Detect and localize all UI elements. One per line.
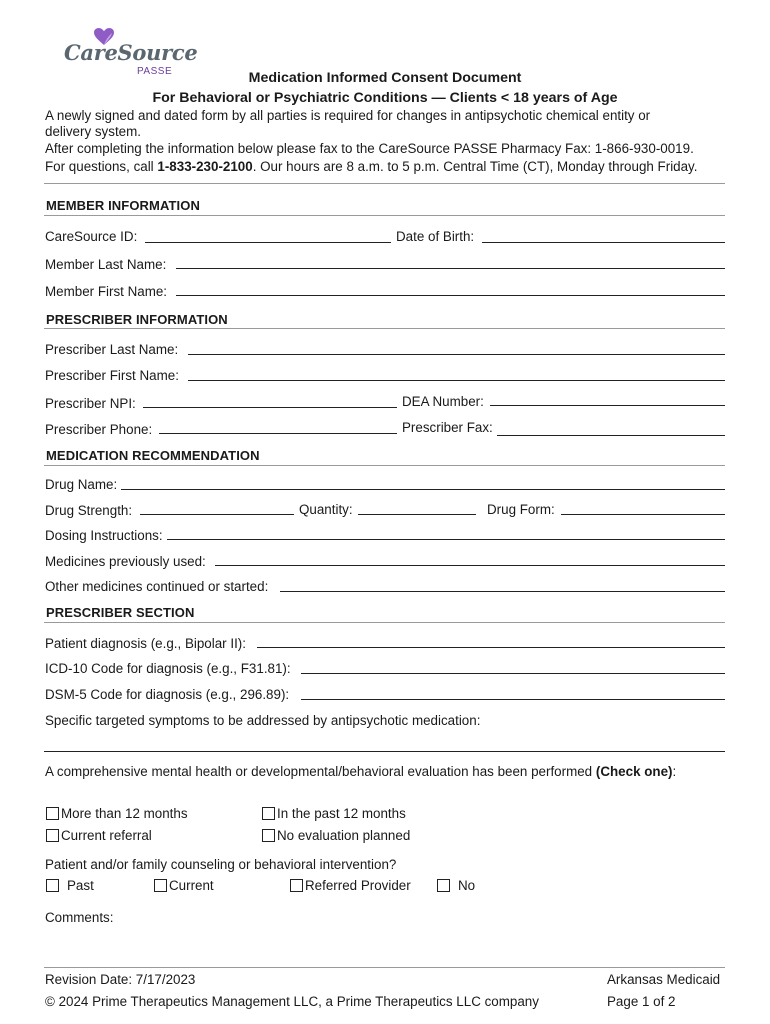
prescriber-info-rule [44, 328, 725, 329]
counseling-option-label: Past [67, 878, 94, 893]
drug-form-label: Drug Form: [487, 502, 555, 517]
header-divider [44, 183, 725, 184]
evaluation-question-text: A comprehensive mental health or developmental/behavioral evaluation has been performed [45, 764, 596, 779]
dea-number-label: DEA Number: [402, 394, 484, 409]
drug-name-label: Drug Name: [45, 477, 118, 492]
eval-option-more-than-12[interactable] [46, 806, 188, 822]
prescriber-fax-label: Prescriber Fax: [402, 420, 493, 435]
eval-option-no-evaluation[interactable] [262, 828, 410, 844]
eval-option-label: In the past 12 months [277, 806, 406, 821]
counseling-option-label: No [458, 878, 476, 893]
targeted-symptoms-field[interactable] [44, 751, 725, 752]
dob-field[interactable] [482, 242, 725, 243]
copyright: © 2024 Prime Therapeutics Management LLC, a Prime Therapeutics LLC company [45, 994, 539, 1009]
dosing-instructions-field[interactable] [167, 539, 725, 540]
patient-diagnosis-label: Patient diagnosis (e.g., Bipolar II): [45, 636, 246, 651]
intro-line-4 [45, 159, 697, 175]
checkbox[interactable] [262, 807, 275, 820]
checkbox[interactable] [290, 879, 303, 892]
caresource-id-field[interactable] [145, 242, 391, 243]
prescriber-first-name-label: Prescriber First Name: [45, 368, 179, 383]
icd10-label: ICD-10 Code for diagnosis (e.g., F31.81): [45, 661, 291, 676]
evaluation-colon: : [672, 764, 677, 779]
medicines-previously-used-label: Medicines previously used: [45, 554, 206, 569]
intro-line-1: A newly signed and dated form by all parties is required for changes in antipsychotic chemical entity or [45, 108, 651, 123]
prescriber-section-rule [44, 622, 725, 623]
comments-label: Comments: [45, 910, 114, 925]
medication-section-rule [44, 465, 725, 466]
counseling-option-past[interactable] [46, 878, 94, 894]
quantity-field[interactable] [358, 514, 476, 515]
prescriber-info-title: PRESCRIBER INFORMATION [46, 312, 228, 327]
intro-phone-number: 1-833-230-2100 [157, 159, 253, 174]
prescriber-phone-field[interactable] [159, 433, 397, 434]
targeted-symptoms-label: Specific targeted symptoms to be addressed by antipsychotic medication: [45, 713, 481, 728]
prescriber-phone-label: Prescriber Phone: [45, 422, 153, 437]
dsm5-field[interactable] [301, 699, 725, 700]
eval-option-label: More than 12 months [61, 806, 188, 821]
page-number: Page 1 of 2 [607, 994, 676, 1009]
quantity-label: Quantity: [299, 502, 353, 517]
dea-number-field[interactable] [490, 405, 725, 406]
intro-line-3: After completing the information below please fax to the CareSource PASSE Pharmacy Fax: 1-866-930-0019. [45, 141, 694, 156]
prescriber-npi-field[interactable] [143, 407, 397, 408]
other-medicines-field[interactable] [280, 591, 725, 592]
medicines-previously-used-field[interactable] [215, 565, 725, 566]
prescriber-section-title: PRESCRIBER SECTION [46, 605, 195, 620]
medication-section-title: MEDICATION RECOMMENDATION [46, 448, 260, 463]
eval-option-label: No evaluation planned [277, 828, 411, 843]
member-section-rule [44, 215, 725, 216]
state-program: Arkansas Medicaid [607, 972, 721, 987]
dsm5-label: DSM-5 Code for diagnosis (e.g., 296.89): [45, 687, 290, 702]
checkbox[interactable] [46, 829, 59, 842]
member-last-name-label: Member Last Name: [45, 257, 167, 272]
counseling-option-current[interactable] [154, 878, 214, 894]
checkbox[interactable] [154, 879, 167, 892]
counseling-option-no[interactable] [437, 878, 475, 894]
drug-strength-field[interactable] [140, 514, 294, 515]
drug-strength-label: Drug Strength: [45, 503, 133, 518]
dosing-instructions-label: Dosing Instructions: [45, 528, 163, 543]
member-first-name-field[interactable] [176, 295, 725, 296]
drug-form-field[interactable] [561, 514, 725, 515]
other-medicines-label: Other medicines continued or started: [45, 579, 269, 594]
prescriber-npi-label: Prescriber NPI: [45, 396, 136, 411]
footer-divider [44, 967, 725, 968]
caresource-id-label: CareSource ID: [45, 229, 138, 244]
prescriber-fax-field[interactable] [497, 435, 725, 436]
checkbox[interactable] [437, 879, 450, 892]
intro-line-2: delivery system. [45, 124, 141, 139]
eval-option-current-referral[interactable] [46, 828, 152, 844]
evaluation-check-one: (Check one) [595, 764, 673, 779]
counseling-option-label: Current [169, 878, 214, 893]
counseling-option-label: Referred Provider [305, 878, 411, 893]
intro-hours: . Our hours are 8 a.m. to 5 p.m. Central Time (CT), Monday through Friday. [252, 159, 698, 174]
checkbox[interactable] [46, 879, 59, 892]
member-first-name-label: Member First Name: [45, 284, 168, 299]
eval-option-label: Current referral [61, 828, 152, 843]
member-section-title: MEMBER INFORMATION [46, 198, 200, 213]
intro-phone-prefix: For questions, call [45, 159, 158, 174]
eval-option-past-12[interactable] [262, 806, 406, 822]
dob-label: Date of Birth: [396, 229, 475, 244]
checkbox[interactable] [46, 807, 59, 820]
prescriber-last-name-label: Prescriber Last Name: [45, 342, 179, 357]
icd10-field[interactable] [301, 673, 725, 674]
drug-name-field[interactable] [121, 489, 725, 490]
prescriber-first-name-field[interactable] [188, 380, 725, 381]
revision-date: Revision Date: 7/17/2023 [45, 972, 196, 987]
logo-wordmark: CareSource [64, 40, 198, 65]
checkbox[interactable] [262, 829, 275, 842]
member-last-name-field[interactable] [176, 268, 725, 269]
document-subtitle: For Behavioral or Psychiatric Conditions — Clients < 18 years of Age [152, 90, 618, 106]
prescriber-last-name-field[interactable] [188, 354, 725, 355]
evaluation-question [45, 764, 676, 780]
document-title: Medication Informed Consent Document [248, 70, 522, 86]
counseling-question: Patient and/or family counseling or behavioral intervention? [45, 857, 397, 872]
patient-diagnosis-field[interactable] [257, 647, 725, 648]
counseling-option-referred[interactable] [290, 878, 411, 894]
logo-subtitle: PASSE [137, 66, 173, 77]
